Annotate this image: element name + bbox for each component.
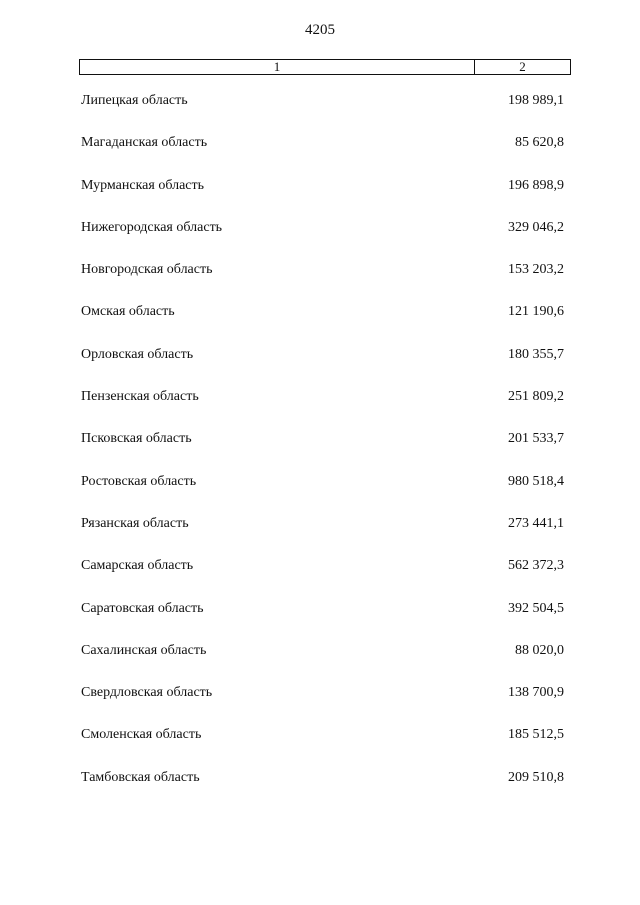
region-value: 196 898,9 — [508, 177, 564, 193]
region-value: 121 190,6 — [508, 304, 564, 320]
region-value: 153 203,2 — [508, 262, 564, 278]
region-name: Тамбовская область — [81, 769, 200, 785]
region-value: 562 372,3 — [508, 558, 564, 574]
region-value: 138 700,9 — [508, 685, 564, 701]
table-row — [0, 389, 640, 431]
region-value: 198 989,1 — [508, 93, 564, 108]
table-header — [79, 59, 571, 75]
region-name: Нижегородская область — [81, 219, 223, 235]
region-name: Ростовская область — [81, 473, 197, 489]
table-row — [0, 643, 640, 685]
table-row — [0, 178, 640, 220]
table-row — [0, 347, 640, 389]
table-row — [0, 93, 640, 135]
region-value: 251 809,2 — [508, 389, 564, 405]
region-name: Саратовская область — [81, 600, 204, 616]
region-name: Пензенская область — [81, 389, 199, 405]
region-value: 85 620,8 — [515, 135, 564, 151]
table-row — [0, 727, 640, 769]
region-value: 209 510,8 — [508, 769, 564, 785]
table-row — [0, 770, 640, 812]
region-value: 180 355,7 — [508, 346, 564, 362]
region-value: 980 518,4 — [508, 473, 564, 489]
region-name: Самарская область — [81, 558, 194, 574]
region-name: Псковская область — [81, 431, 192, 447]
column-header-2: 2 — [519, 59, 526, 74]
region-name: Сахалинская область — [81, 642, 207, 658]
column-header-1: 1 — [80, 60, 475, 74]
region-value: 329 046,2 — [508, 219, 564, 235]
region-name: Орловская область — [81, 346, 194, 362]
region-name: Липецкая область — [81, 93, 188, 108]
table-row — [0, 135, 640, 177]
region-name: Новгородская область — [81, 262, 213, 278]
table-row — [0, 262, 640, 304]
page-number: 4205 — [305, 22, 335, 38]
table-row — [0, 685, 640, 727]
table-row — [0, 601, 640, 643]
table-row — [0, 474, 640, 516]
region-value: 392 504,5 — [508, 600, 564, 616]
region-name: Свердловская область — [81, 685, 213, 701]
table-row — [0, 431, 640, 473]
region-name: Магаданская область — [81, 135, 208, 151]
region-value: 273 441,1 — [508, 515, 564, 531]
table-row — [0, 516, 640, 558]
region-name: Рязанская область — [81, 515, 189, 531]
region-name: Смоленская область — [81, 727, 202, 743]
region-value: 201 533,7 — [508, 431, 564, 447]
table-body — [0, 93, 640, 812]
region-name: Омская область — [81, 304, 175, 320]
table-row — [0, 304, 640, 346]
region-value: 185 512,5 — [508, 727, 564, 743]
table-row — [0, 558, 640, 600]
region-name: Мурманская область — [81, 177, 205, 193]
table-row — [0, 220, 640, 262]
region-value: 88 020,0 — [515, 642, 564, 658]
